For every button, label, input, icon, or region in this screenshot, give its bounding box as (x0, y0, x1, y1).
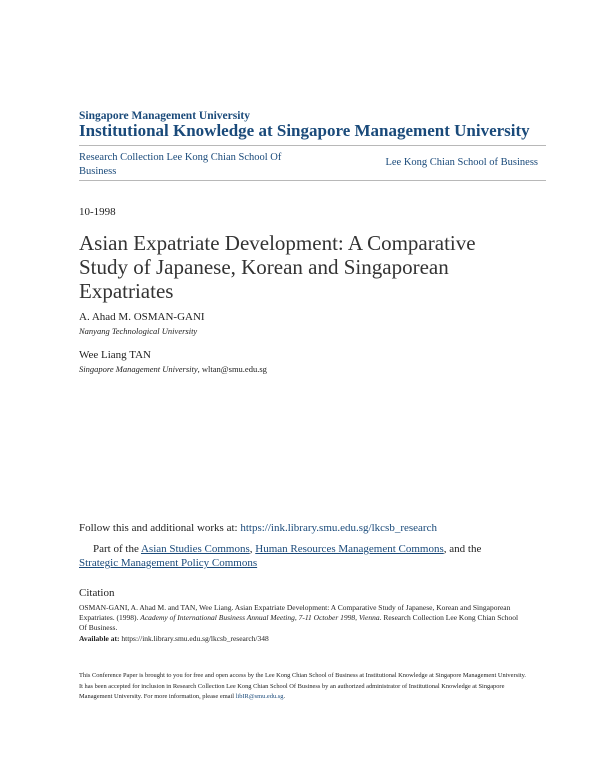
collection-link[interactable]: Research Collection Lee Kong Chian School Of Business (79, 152, 282, 177)
footer-notice (79, 671, 529, 703)
repository-link[interactable]: https://ink.library.smu.edu.sg/lkcsb_research (240, 522, 437, 534)
asian-studies-commons-link[interactable]: Asian Studies Commons (140, 543, 250, 555)
separator-text: , (249, 543, 256, 555)
paper-title: Asian Expatriate Development: A Comparative Study of Japanese, Korean and Singaporean Expatriates (79, 231, 476, 303)
repository-title[interactable]: Institutional Knowledge at Singapore Management University (79, 121, 530, 140)
affiliation-text: Singapore Management University (79, 364, 198, 374)
author-affiliation: Nanyang Technological University (79, 326, 198, 336)
author-email: , wltan@smu.edu.sg (197, 364, 267, 374)
footer-text: This Conference Paper is brought to you for free and open access by the Lee Kong Chian School of Business at Institutional Knowledge at Singapore Management University. It has been accepted for inclusion in Research Collection Lee Kong Chian School Of Business by an authorized administrator of Institutional Knowledge at Singapore Management University. For more information, please email (79, 672, 526, 700)
part-of-prefix: Part of the (93, 543, 141, 555)
part-of-commons (79, 542, 519, 570)
citation-venue: Academy of International Business Annual Meeting, 7-11 October 1998, Vienna. (140, 613, 382, 623)
separator-text: , and the (443, 543, 482, 555)
citation-heading: Citation (79, 587, 115, 599)
available-at-label: Available at: (79, 633, 120, 643)
citation-text (79, 603, 519, 644)
citation-collection: Research Collection Lee Kong Chian School Of Business. (79, 613, 519, 633)
follow-line (79, 522, 437, 534)
school-link[interactable]: Lee Kong Chian School of Business (385, 157, 538, 168)
header-divider-top (79, 145, 546, 146)
hr-management-commons-link[interactable]: Human Resources Management Commons (255, 543, 444, 555)
header-divider-bottom (79, 180, 546, 181)
publication-date: 10-1998 (79, 206, 116, 218)
follow-text: Follow this and additional works at: (79, 522, 241, 534)
strategic-management-commons-link[interactable]: Strategic Management Policy Commons (79, 557, 258, 569)
footer-end: . (283, 693, 286, 700)
author-name: Wee Liang TAN (79, 349, 151, 361)
footer-email-link[interactable]: libIR@smu.edu.sg (235, 693, 284, 700)
citation-url[interactable]: https://ink.library.smu.edu.sg/lkcsb_research/348 (119, 633, 269, 643)
institution-name: Singapore Management University (79, 110, 251, 122)
author-name: A. Ahad M. OSMAN-GANI (79, 311, 205, 323)
author-affiliation (79, 364, 267, 374)
citation-body: OSMAN-GANI, A. Ahad M. and TAN, Wee Liang. Asian Expatriate Development: A Comparative Study of Japanese, Korean and Singaporean Expatriates. (1998). (79, 603, 511, 623)
